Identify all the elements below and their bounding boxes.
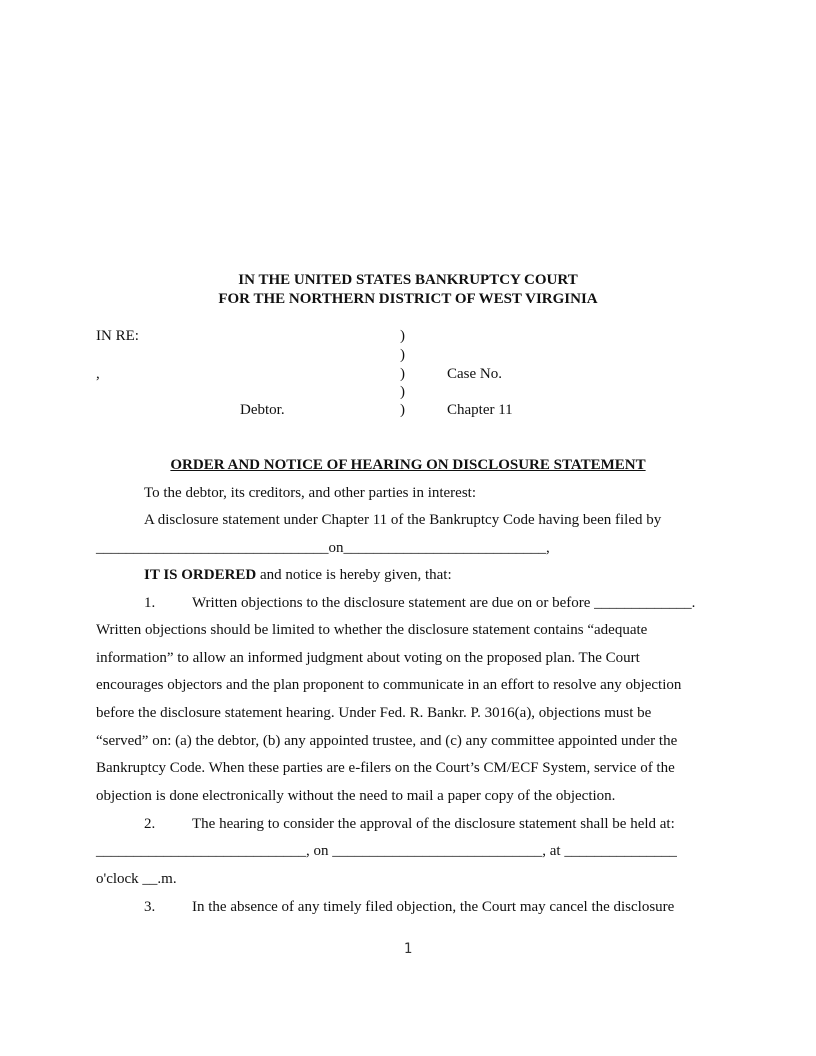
- debtor-name-placeholder: ,: [96, 366, 100, 382]
- item-1-line: before the disclosure statement hearing. Under Fed. R. Bankr. P. 3016(a), objections must be: [96, 705, 652, 721]
- caption-paren: ): [400, 328, 405, 344]
- caption-paren: ): [400, 384, 405, 400]
- order-title: ORDER AND NOTICE OF HEARING ON DISCLOSURE STATEMENT: [170, 457, 646, 473]
- item-2-line-1: The hearing to consider the approval of the disclosure statement shall be held at:: [192, 816, 675, 832]
- court-heading-line-1: IN THE UNITED STATES BANKRUPTCY COURT: [238, 272, 578, 288]
- caption-paren: ): [400, 347, 405, 363]
- intro-line-2-blanks: _______________________________on___________________________,: [96, 540, 550, 556]
- item-1-line: “served” on: (a) the debtor, (b) any appointed trustee, and (c) any committee appointed under the: [96, 733, 678, 749]
- in-re-label: IN RE:: [96, 328, 139, 344]
- intro-line-1: A disclosure statement under Chapter 11 of the Bankruptcy Code having been filed by: [144, 512, 662, 528]
- page-number: 1: [403, 941, 413, 957]
- item-1-line: encourages objectors and the plan proponent to communicate in an effort to resolve any objection: [96, 677, 682, 693]
- item-1-line: information” to allow an informed judgment about voting on the proposed plan. The Court: [96, 650, 640, 666]
- debtor-label: Debtor.: [240, 402, 285, 418]
- salutation: To the debtor, its creditors, and other parties in interest:: [144, 485, 477, 501]
- item-3-line-1: In the absence of any timely filed objection, the Court may cancel the disclosure: [192, 899, 675, 915]
- ordered-bold: IT IS ORDERED: [144, 567, 257, 583]
- item-1-number: 1.: [144, 595, 156, 611]
- item-1-line: Written objections should be limited to whether the disclosure statement contains “adequate: [96, 622, 648, 638]
- chapter-label: Chapter 11: [447, 402, 513, 418]
- item-2-line-2-blanks: ____________________________, on ____________________________, at _______________: [96, 843, 677, 859]
- ordered-line: [144, 567, 452, 584]
- item-2-number: 2.: [144, 816, 156, 832]
- ordered-rest: and notice is hereby given, that:: [256, 567, 452, 583]
- case-number-label: Case No.: [447, 366, 502, 382]
- item-1-line-1: Written objections to the disclosure statement are due on or before _____________.: [192, 595, 696, 611]
- caption-paren: ): [400, 366, 405, 382]
- item-2-line-3: o'clock __.m.: [96, 871, 177, 887]
- item-3-number: 3.: [144, 899, 156, 915]
- caption-paren: ): [400, 402, 405, 418]
- item-1-line: objection is done electronically without the need to mail a paper copy of the objection.: [96, 788, 616, 804]
- court-heading-line-2: FOR THE NORTHERN DISTRICT OF WEST VIRGINIA: [218, 291, 598, 307]
- item-1-line: Bankruptcy Code. When these parties are e-filers on the Court’s CM/ECF System, service of the: [96, 760, 675, 776]
